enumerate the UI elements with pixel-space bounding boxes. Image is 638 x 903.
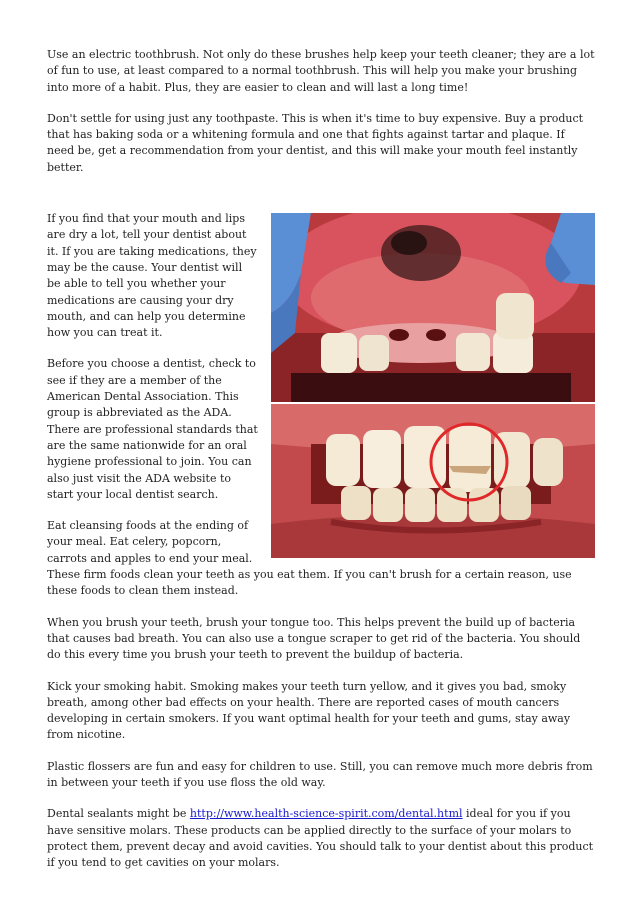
photo-injured-gums bbox=[271, 213, 595, 402]
paragraph-ada: Before you choose a dentist, check to see if they are a member of the American Dental Association. This group is abbreviated as the ADA. There are professional standards that are the same nationwide for an oral hygiene professional to join. You can also just visit the ADA website to start your local dentist search. bbox=[47, 357, 258, 501]
floated-section bbox=[47, 211, 595, 600]
photo-chipped-tooth bbox=[271, 404, 595, 558]
paragraph-smoking: Kick your smoking habit. Smoking makes your teeth turn yellow, and it gives you bad, smoky breath, among other bad effects on your health. There are reported cases of mouth cancers developing in certain smokers. If you want optimal health for your teeth and gums, stay away from nicotine. bbox=[47, 679, 571, 742]
paragraph-electric-toothbrush: Use an electric toothbrush. Not only do these brushes help keep your teeth cleaner; they are a lot of fun to use, at least compared to a normal toothbrush. This will help you make your brushing into more of a habit. Plus, they are easier to clean and will last a long time! bbox=[47, 48, 595, 94]
sealants-text-start: Dental sealants might be bbox=[47, 807, 190, 821]
figure-column bbox=[271, 213, 595, 558]
paragraph-cleansing-foods: Eat cleansing foods at the ending of your meal. Eat celery, popcorn, carrots and apples to end your meal. These firm foods clean your teeth as you eat them. If you can't brush for a certain reason, use these foods to clean them instead. bbox=[47, 519, 572, 598]
paragraph-toothpaste: Don't settle for using just any toothpaste. This is when it's time to buy expensive. Buy a product that has baking soda or a whitening formula and one that fights against tartar and plaque. If need be, get a recommendation from your dentist, and this will make your mouth feel instantly better. bbox=[47, 111, 584, 174]
paragraph-tongue: When you brush your teeth, brush your tongue too. This helps prevent the build up of bacteria that causes bad breath. You can also use a tongue scraper to get rid of the bacteria. You should do this every time you brush your teeth to prevent the buildup of bacteria. bbox=[47, 615, 581, 662]
sealants-text-end: ideal for you if you have sensitive molars. These products can be applied directly to the surface of your molars to protect them, prevent decay and avoid cavities. You should talk to your dentist about this product if you tend to get cavities on your molars. bbox=[47, 807, 594, 870]
article-page bbox=[47, 47, 595, 886]
paragraph-sealants bbox=[47, 806, 595, 871]
dental-link[interactable]: http://www.health-science-spirit.com/dental.html bbox=[189, 807, 463, 821]
paragraph-dry-mouth: If you find that your mouth and lips are dry a lot, tell your dentist about it. If you are taking medications, they may be the cause. Your dentist will be able to tell you whether your medications are causing your dry mouth, and can help you determine how you can treat it. bbox=[47, 212, 257, 340]
paragraph-flossers: Plastic flossers are fun and easy for children to use. Still, you can remove much more debris from in between your teeth if you use floss the old way. bbox=[47, 759, 593, 789]
